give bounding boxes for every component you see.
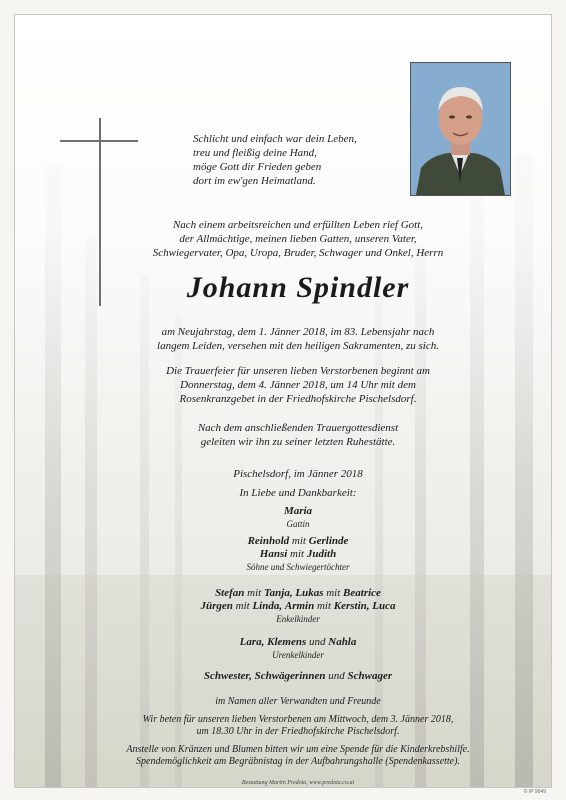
daughter-in-law-name: Gerlinde [308,535,349,547]
obituary-frame [14,14,552,788]
connector-und: und [328,670,345,682]
mourner-group-great-grandchildren [75,636,521,661]
grandchild-name: Lukas [295,587,324,599]
connector-mit: mit [316,600,332,612]
death-notice-line: am Neujahrstag, dem 1. Jänner 2018, im 83. Lebensjahr nach [161,326,435,338]
siblings-names: Schwester, Schwägerinnen [203,670,326,682]
intro-line: Nach einem arbeitsreichen und erfüllten Leben rief Gott, [172,219,424,231]
great-grandchild-name: Nahla [328,636,357,648]
verse-line: treu und fleißig deine Hand, [193,147,317,159]
portrait-illustration [411,63,510,195]
gratitude-line: In Liebe und Dankbarkeit: [239,487,357,499]
connector-mit: mit [326,587,341,599]
grandchild-name: Armin [284,600,315,612]
burial-line: geleiten wir ihn zu seiner letzten Ruhestätte. [200,436,396,448]
on-behalf-line: im Namen aller Verwandten und Freunde [215,696,381,707]
intro-line: der Allmächtige, meinen lieben Gatten, unseren Vater, [179,233,417,245]
great-grandchild-names: Lara, Klemens [239,636,307,648]
funeral-line: Donnerstag, dem 4. Jänner 2018, um 14 Uhr mit dem [180,379,416,391]
brothers-in-law: Schwager [347,670,393,682]
grandchild-name: Jürgen [200,600,233,612]
donation-line: Spendemöglichkeit am Begräbnistag in der Aufbahrungshalle (Spendenkassette). [136,756,460,767]
grandchild-partner-name: Linda, [252,600,283,612]
donation-info [75,744,521,768]
grandchild-partner-name: Kerstin, Luca [333,600,396,612]
memorial-mass-info [75,714,521,738]
verse-line: möge Gott dir Frieden geben [193,161,322,173]
grandchild-name: Stefan [215,587,245,599]
mourner-group-grandchildren [75,587,521,625]
connector-und: und [309,636,326,648]
death-notice-line: langem Leiden, versehen mit den heiligen Sakramenten, zu sich. [157,340,439,352]
funeral-line: Rosenkranzgebet in der Friedhofskirche Pischelsdorf. [179,393,417,405]
grandchild-partner-name: Tanja, [263,587,293,599]
connector-mit: mit [235,600,250,612]
funeral-home-footer: Bestattung Martin Predota, www.predota.co.at [241,780,355,786]
grandchild-partner-name: Beatrice [343,587,381,599]
verse-line: Schlicht und einfach war dein Leben, [193,133,357,145]
cross-horizontal-bar [60,140,138,142]
funeral-line: Die Trauerfeier für unseren lieben Verstorbenen beginnt am [166,365,430,377]
great-grandchildren-label: Urenkelkinder [272,650,324,660]
deceased-name: Johann Spindler [186,271,410,304]
wife-name: Maria [283,505,313,517]
son-name: Reinhold [247,535,290,547]
donation-line: Anstelle von Kränzen und Blumen bitten wir um eine Spende für die Kinderkrebshilfe. [126,744,470,755]
place-and-date: Pischelsdorf, im Jänner 2018 [233,468,363,480]
verse-line: dort im ew'gen Heimatland. [193,175,316,187]
funeral-info [75,364,521,406]
connector-mit: mit [247,587,262,599]
intro-line: Schwiegervater, Opa, Uropa, Bruder, Schwager und Onkel, Herrn [152,247,444,259]
mass-line: um 18.30 Uhr in der Friedhofskirche Pischelsdorf. [196,726,400,737]
mourner-group-wife [75,505,521,530]
connector-mit: mit [291,535,306,547]
death-notice [75,325,521,353]
burial-line: Nach dem anschließenden Trauergottesdienst [197,422,399,434]
grandchildren-label: Enkelkinder [276,614,320,624]
intro-text [75,218,521,260]
portrait-photo [410,62,511,196]
children-label: Söhne und Schwiegertöchter [246,562,350,572]
burial-info [75,421,521,449]
mourner-group-siblings [75,670,521,683]
memorial-verse [193,132,403,188]
mourner-group-children [75,535,521,573]
mass-line: Wir beten für unseren lieben Verstorbenen am Mittwoch, dem 3. Jänner 2018, [142,714,454,725]
print-code: © IP 9049 [523,789,546,795]
son-name: Hansi [259,548,288,560]
connector-mit: mit [290,548,305,560]
wife-label: Gattin [286,519,310,529]
daughter-in-law-name: Judith [306,548,337,560]
